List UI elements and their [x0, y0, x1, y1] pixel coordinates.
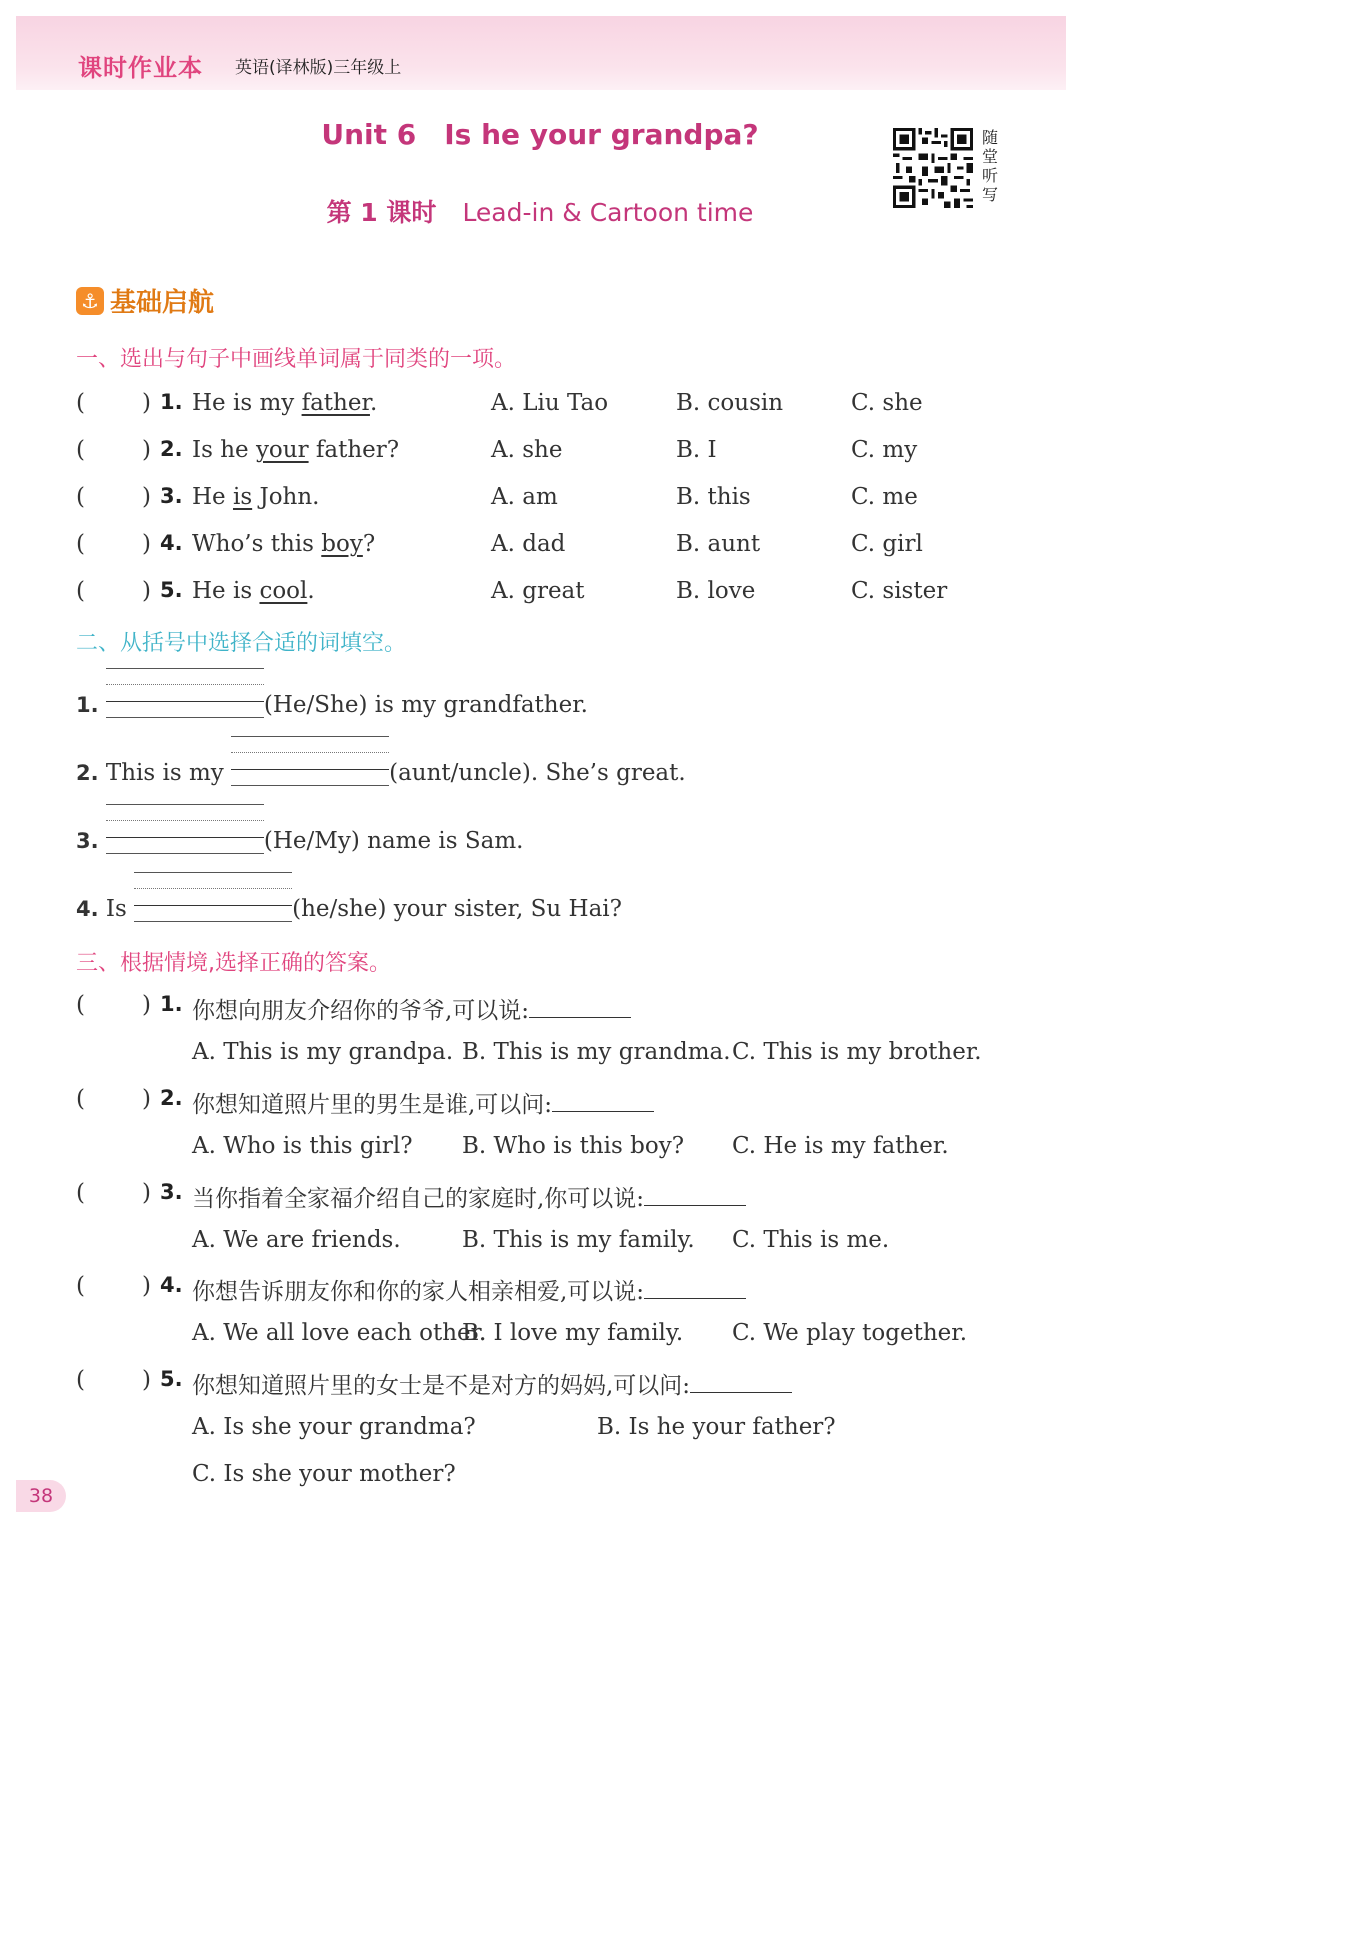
option-a[interactable]: A. Who is this girl?	[192, 1133, 413, 1159]
fill-number: 1.	[76, 693, 99, 717]
question-text: He is my father.	[192, 390, 378, 416]
question-number: 2.	[160, 1086, 183, 1110]
option-c[interactable]: C. she	[851, 390, 923, 416]
section-label: 基础启航	[110, 288, 215, 318]
lesson-suffix: 课时	[386, 198, 437, 227]
answer-bracket[interactable]: (	[76, 1086, 85, 1112]
option-c[interactable]: C. This is my brother.	[732, 1039, 982, 1065]
section-heading	[76, 282, 214, 319]
answer-bracket-close: )	[142, 578, 151, 604]
answer-bracket[interactable]: (	[76, 1367, 85, 1393]
fill-suffix: (He/My) name is Sam.	[263, 828, 524, 854]
option-c[interactable]: C. We play together.	[732, 1320, 968, 1346]
answer-bracket-close: )	[142, 390, 151, 416]
answer-line[interactable]	[644, 1183, 746, 1206]
question-text: 当你指着全家福介绍自己的家庭时,你可以说:	[192, 1180, 746, 1213]
answer-bracket-close: )	[142, 1180, 151, 1206]
question-number: 1.	[160, 992, 183, 1016]
option-a[interactable]: A. Liu Tao	[491, 390, 609, 416]
choice-question	[76, 531, 1026, 565]
answer-blank[interactable]	[134, 888, 292, 922]
option-b[interactable]: B. Who is this boy?	[462, 1133, 685, 1159]
situation-question	[76, 1086, 1026, 1120]
fill-number: 3.	[76, 829, 99, 853]
qr-code-icon[interactable]	[893, 128, 973, 208]
question-text: He is cool.	[192, 578, 315, 604]
question-text: Who’s this boy?	[192, 531, 376, 557]
subject-label: 英语(译林版)三年级上	[235, 58, 402, 78]
answer-bracket[interactable]: (	[76, 992, 85, 1018]
option-a[interactable]: A. We all love each other.	[192, 1320, 487, 1346]
choice-question	[76, 578, 1026, 612]
answer-bracket-close: )	[142, 531, 151, 557]
option-c[interactable]: C. my	[851, 437, 918, 463]
answer-blank[interactable]	[231, 752, 389, 786]
page-number: 38	[16, 1480, 66, 1512]
answer-line[interactable]	[552, 1089, 654, 1112]
answer-bracket-close: )	[142, 1367, 151, 1393]
option-a[interactable]: A. This is my grandpa.	[192, 1039, 454, 1065]
question-number: 3.	[160, 1180, 183, 1204]
answer-bracket[interactable]: (	[76, 578, 85, 604]
option-b[interactable]: B. This is my grandma.	[462, 1039, 731, 1065]
option-c[interactable]: C. This is me.	[732, 1227, 890, 1253]
question-text: 你想知道照片里的男生是谁,可以问:	[192, 1086, 654, 1119]
fill-prefix: Is	[105, 896, 135, 922]
lesson-prefix: 第	[326, 198, 352, 227]
situation-question	[76, 1180, 1026, 1214]
option-c[interactable]: C. girl	[851, 531, 923, 557]
option-b[interactable]: B. This is my family.	[462, 1227, 695, 1253]
option-a[interactable]: A. Is she your grandma?	[192, 1414, 476, 1440]
answer-line[interactable]	[529, 995, 631, 1018]
answer-blank[interactable]	[106, 820, 264, 854]
part2-title: 二、从括号中选择合适的词填空。	[76, 631, 407, 656]
question-text: Is he your father?	[192, 437, 400, 463]
answer-bracket-close: )	[142, 1086, 151, 1112]
question-number: 5.	[160, 1367, 183, 1391]
anchor-icon: ⚓	[76, 287, 104, 315]
fill-item-3	[76, 820, 523, 854]
option-b[interactable]: B. I	[676, 437, 717, 463]
answer-bracket[interactable]: (	[76, 437, 85, 463]
lesson-number: 1	[360, 198, 378, 227]
question-text: 你想向朋友介绍你的爷爷,可以说:	[192, 992, 631, 1025]
option-b[interactable]: B. Is he your father?	[597, 1414, 836, 1440]
answer-bracket-close: )	[142, 1273, 151, 1299]
answer-bracket[interactable]: (	[76, 531, 85, 557]
fill-item-1	[76, 684, 588, 718]
answer-bracket[interactable]: (	[76, 484, 85, 510]
answer-bracket-close: )	[142, 992, 151, 1018]
choice-question	[76, 390, 1026, 424]
unit-name: Is he your grandpa?	[444, 118, 759, 151]
fill-suffix: (He/She) is my grandfather.	[263, 692, 588, 718]
question-text: 你想知道照片里的女士是不是对方的妈妈,可以问:	[192, 1367, 792, 1400]
option-a[interactable]: A. great	[491, 578, 585, 604]
answer-bracket[interactable]: (	[76, 1273, 85, 1299]
option-a[interactable]: A. am	[491, 484, 558, 510]
answer-bracket-close: )	[142, 484, 151, 510]
situation-question	[76, 1273, 1026, 1307]
question-number: 3.	[160, 484, 183, 508]
question-number: 5.	[160, 578, 183, 602]
answer-bracket[interactable]: (	[76, 390, 85, 416]
fill-item-4	[76, 888, 622, 922]
unit-label: Unit 6	[321, 118, 417, 151]
part1-title: 一、选出与句子中画线单词属于同类的一项。	[76, 347, 517, 372]
underlined-word: father	[301, 390, 370, 416]
underlined-word: cool	[259, 578, 308, 604]
part3-title: 三、根据情境,选择正确的答案。	[76, 951, 391, 976]
situation-question	[76, 1367, 1026, 1401]
choice-question	[76, 484, 1026, 518]
option-c[interactable]: C. He is my father.	[732, 1133, 949, 1159]
option-c[interactable]: C. Is she your mother?	[192, 1461, 456, 1487]
option-b[interactable]: B. love	[676, 578, 756, 604]
option-c[interactable]: C. sister	[851, 578, 948, 604]
underlined-word: is	[232, 484, 253, 510]
underlined-word: boy	[321, 531, 363, 557]
option-b[interactable]: B. this	[676, 484, 751, 510]
fill-number: 4.	[76, 897, 99, 921]
fill-item-2	[76, 752, 686, 786]
question-number: 2.	[160, 437, 183, 461]
option-b[interactable]: B. I love my family.	[462, 1320, 684, 1346]
option-a[interactable]: A. dad	[491, 531, 566, 557]
question-number: 4.	[160, 1273, 183, 1297]
answer-line[interactable]	[690, 1370, 792, 1393]
question-number: 1.	[160, 390, 183, 414]
fill-suffix: (aunt/uncle). She’s great.	[389, 760, 686, 786]
answer-line[interactable]	[644, 1276, 746, 1299]
option-a[interactable]: A. she	[491, 437, 563, 463]
fill-number: 2.	[76, 761, 99, 785]
question-text: 你想告诉朋友你和你的家人相亲相爱,可以说:	[192, 1273, 746, 1306]
option-b[interactable]: B. cousin	[676, 390, 784, 416]
situation-question	[76, 992, 1026, 1026]
answer-blank[interactable]	[106, 684, 264, 718]
qr-label: 随堂听写	[981, 128, 998, 204]
answer-bracket-close: )	[142, 437, 151, 463]
question-text: He is John.	[192, 484, 320, 510]
answer-bracket[interactable]: (	[76, 1180, 85, 1206]
question-number: 4.	[160, 531, 183, 555]
choice-question	[76, 437, 1026, 471]
lesson-name: Lead-in & Cartoon time	[462, 198, 754, 227]
fill-prefix: This is my	[105, 760, 232, 786]
brand-title: 课时作业本	[78, 54, 203, 82]
fill-suffix: (he/she) your sister, Su Hai?	[292, 896, 622, 922]
option-c[interactable]: C. me	[851, 484, 918, 510]
underlined-word: your	[255, 437, 309, 463]
option-a[interactable]: A. We are friends.	[192, 1227, 401, 1253]
option-b[interactable]: B. aunt	[676, 531, 761, 557]
